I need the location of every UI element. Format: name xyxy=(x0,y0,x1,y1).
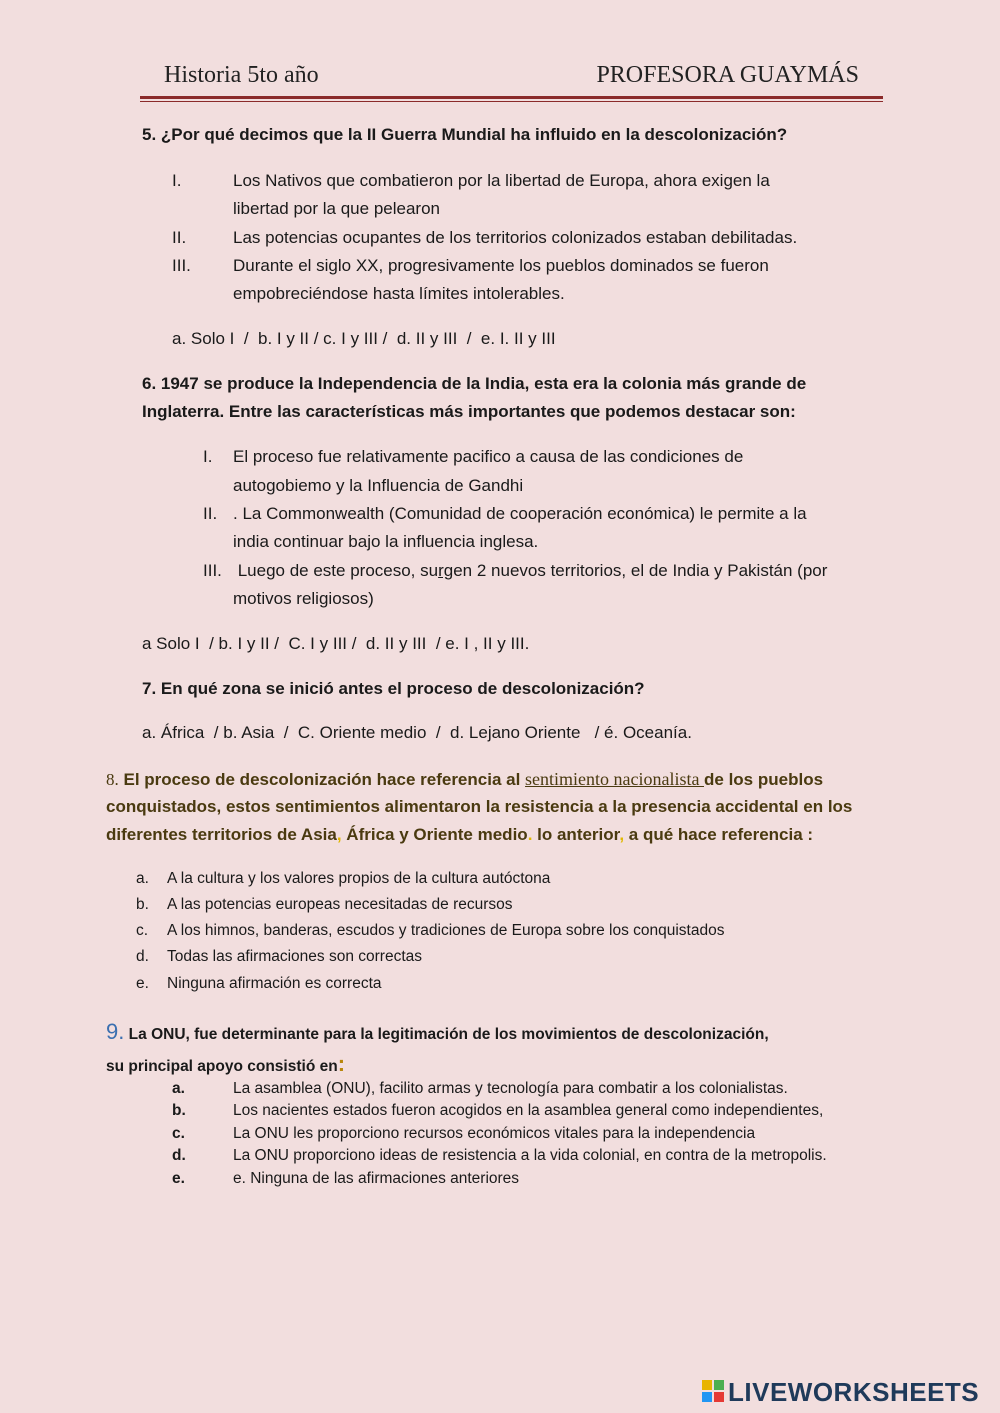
question-7-title: 7. En qué zona se inició antes el proceso de descolonización? xyxy=(142,679,645,698)
q6-item-1-line-2: autogobiemo y la Influencia de Gandhi xyxy=(233,476,524,495)
q8-underlined: sentimiento nacionalista xyxy=(525,769,705,789)
q9-option-a[interactable]: La asamblea (ONU), facilito armas y tecnología para combatir a los colonialistas. xyxy=(233,1080,788,1097)
q9-option-c-letter: c. xyxy=(172,1125,185,1142)
q6-item-3-text-b: en 2 nuevos territorios, el de India y Pakistán (por xyxy=(453,561,828,580)
q9-option-e[interactable]: e. Ninguna de las afirmaciones anteriores xyxy=(233,1170,520,1187)
q9-line-1-text: La ONU, fue determinante para la legitimación de los movimientos de descolonización, xyxy=(128,1026,769,1043)
q5-item-2-line-1: Las potencias ocupantes de los territorios colonizados estaban debilitadas. xyxy=(233,228,798,247)
q8-option-d-letter: d. xyxy=(136,948,149,965)
q8-option-a-letter: a. xyxy=(136,870,149,887)
q6-item-1-line-1: El proceso fue relativamente pacifico a causa de las condiciones de xyxy=(233,447,744,466)
q6-item-3-underlined: rg xyxy=(438,561,454,580)
q9-line-2-text: su principal apoyo consistió en xyxy=(106,1058,338,1075)
q8-line-1-b: de los pueblos xyxy=(704,770,824,789)
q8-option-c-letter: c. xyxy=(136,922,149,939)
q6-answer-options[interactable]: a Solo I / b. I y II / C. I y III / d. II y III / e. I , II y III. xyxy=(142,634,530,653)
q9-option-e-letter: e. xyxy=(172,1170,185,1187)
q6-item-3-text-a: Luego de este proceso, su xyxy=(233,561,439,580)
question-6-title-line-2: Inglaterra. Entre las características más importantes que podemos destacar son: xyxy=(142,402,796,421)
q8-line-1-a: El proceso de descolonización hace referencia al xyxy=(123,770,521,789)
q5-item-1-line-2: libertad por la que pelearon xyxy=(233,199,440,218)
q5-item-1-num: I. xyxy=(172,171,182,190)
question-8-line-3 xyxy=(106,821,813,849)
q5-item-2-num: II. xyxy=(172,228,187,247)
q8-option-d[interactable]: Todas las afirmaciones son correctas xyxy=(167,948,423,965)
q9-option-b-letter: b. xyxy=(172,1102,186,1119)
q6-item-3-num: III. xyxy=(203,561,222,580)
q5-item-1-line-1: Los Nativos que combatieron por la libertad de Europa, ahora exigen la xyxy=(233,171,770,190)
q9-option-d[interactable]: La ONU proporciono ideas de resistencia a la vida colonial, en contra de la metropolis. xyxy=(233,1147,827,1164)
question-6-title-line-1: 6. 1947 se produce la Independencia de la India, esta era la colonia más grande de xyxy=(142,374,807,393)
q8-line-3-c: lo anterior xyxy=(532,825,620,844)
q6-item-2-line-2: india continuar bajo la influencia inglesa. xyxy=(233,532,539,551)
q9-option-c[interactable]: La ONU les proporciono recursos económicos vitales para la independencia xyxy=(233,1125,756,1142)
q8-line-3-b: África y Oriente medio xyxy=(341,825,528,844)
q9-colon: : xyxy=(337,1051,346,1076)
q6-item-2-line-1: . La Commonwealth (Comunidad de cooperación económica) le permite a la xyxy=(233,504,807,523)
q5-answer-options[interactable]: a. Solo I / b. I y II / c. I y III / d. II y III / e. I. II y III xyxy=(172,329,556,348)
q5-item-3-line-1: Durante el siglo XX, progresivamente los pueblos dominados se fueron xyxy=(233,256,769,275)
q6-item-1-num: I. xyxy=(203,447,213,466)
q8-line-3-a: diferentes territorios de Asia xyxy=(106,825,337,844)
header-rule-thin xyxy=(140,101,883,102)
question-8-line-2: conquistados, estos sentimientos alimentaron la resistencia a la presencia accidental en los xyxy=(106,797,853,816)
q8-sep-1: , xyxy=(336,825,342,844)
q8-option-b[interactable]: A las potencias europeas necesitadas de recursos xyxy=(167,896,513,913)
q8-option-a[interactable]: A la cultura y los valores propios de la cultura autóctona xyxy=(167,870,551,887)
q8-number: 8. xyxy=(106,770,119,789)
q5-item-3-line-2: empobreciéndose hasta límites intolerables. xyxy=(233,284,565,303)
question-5-title: 5. ¿Por qué decimos que la II Guerra Mundial ha influido en la descolonización? xyxy=(142,125,788,144)
q9-option-a-letter: a. xyxy=(172,1080,185,1097)
q8-sep-3: , xyxy=(619,825,625,844)
q9-option-d-letter: d. xyxy=(172,1147,186,1164)
q8-line-3-d: a qué hace referencia : xyxy=(624,825,814,844)
q8-option-e-letter: e. xyxy=(136,975,149,992)
question-8-line-1 xyxy=(106,765,823,794)
q6-item-2-num: II. xyxy=(203,504,218,523)
q8-sep-2: . xyxy=(527,825,533,844)
liveworksheets-logo[interactable] xyxy=(702,1379,992,1405)
q8-option-e[interactable]: Ninguna afirmación es correcta xyxy=(167,975,382,992)
header-rule xyxy=(140,96,883,99)
q8-option-b-letter: b. xyxy=(136,896,149,913)
q8-option-c[interactable]: A los himnos, banderas, escudos y tradiciones de Europa sobre los conquistados xyxy=(167,922,725,939)
question-9-line-1 xyxy=(106,1018,769,1049)
teacher-name: PROFESORA GUAYMÁS xyxy=(596,62,859,88)
q5-item-3-num: III. xyxy=(172,256,191,275)
liveworksheets-logo-icon xyxy=(702,1380,724,1402)
q6-item-3-line-2: motivos religiosos) xyxy=(233,589,374,608)
q9-option-b[interactable]: Los nacientes estados fueron acogidos en la asamblea general como independientes, xyxy=(233,1102,824,1119)
liveworksheets-brand: LIVEWORKSHEETS xyxy=(728,1377,980,1407)
subject-title: Historia 5to año xyxy=(164,62,319,88)
q7-answer-options[interactable]: a. África / b. Asia / C. Oriente medio / d. Lejano Oriente / é. Oceanía. xyxy=(142,723,692,742)
q9-number: 9. xyxy=(106,1019,125,1044)
q6-item-3-line-1 xyxy=(233,557,827,585)
page-header xyxy=(140,58,883,94)
